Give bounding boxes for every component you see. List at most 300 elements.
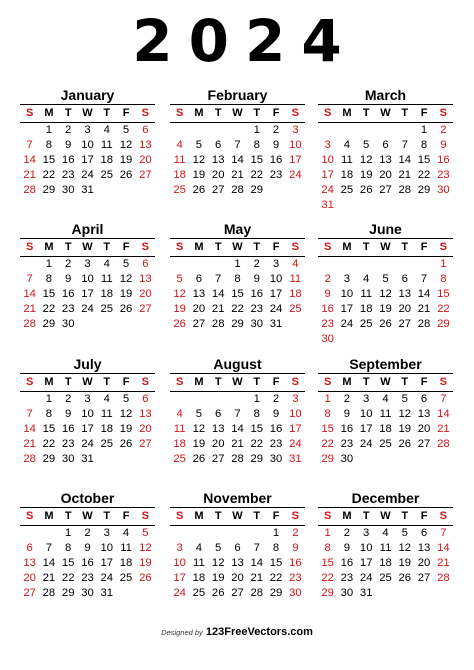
weekday-header: T [64,107,72,119]
day-cell: 14 [437,408,450,420]
month-august [170,356,305,467]
day-cell: 17 [173,572,186,584]
credit-prefix: Designed by [161,628,203,637]
weekday-header: S [291,510,300,522]
day-cell: 24 [269,303,283,315]
month-title: November [203,490,272,506]
day-cell: 19 [173,303,186,315]
day-cell: 30 [321,333,334,345]
day-cell: 30 [437,184,450,196]
day-cell: 1 [272,527,280,539]
month-title: April [71,221,104,237]
day-cell: 20 [139,423,152,435]
month-days-grid [318,376,453,467]
day-cell: 24 [81,438,94,450]
day-cell: 6 [215,139,222,151]
month-days-grid [318,241,453,347]
weekday-header: S [439,376,448,388]
day-cell: 25 [379,572,392,584]
day-cell: 30 [61,318,75,330]
day-cell: 10 [321,154,334,166]
day-cell: 12 [359,154,373,166]
day-cell: 13 [192,288,206,300]
day-cell: 26 [398,572,412,584]
day-cell: 18 [340,169,354,181]
day-cell: 18 [100,423,114,435]
day-cell: 25 [173,453,186,465]
day-cell: 8 [45,139,53,151]
day-cell: 15 [437,288,450,300]
day-cell: 17 [100,557,114,569]
day-cell: 4 [176,139,183,151]
day-cell: 17 [340,303,354,315]
day-cell: 19 [119,154,133,166]
empty-cell [170,123,189,138]
day-cell: 7 [215,273,222,285]
day-cell: 15 [321,423,334,435]
day-cell: 13 [417,408,431,420]
day-cell: 27 [23,587,36,599]
empty-cell [209,123,228,138]
credit-brand: 123FreeVectors.com [205,626,313,638]
month-title: October [60,490,115,506]
day-cell: 11 [173,154,186,166]
day-cell: 1 [45,258,53,270]
day-cell: 29 [417,184,431,196]
empty-cell [209,526,228,541]
weekday-header: F [122,376,130,388]
empty-cell [414,257,433,272]
day-cell: 26 [398,438,412,450]
day-cell: 27 [139,303,152,315]
month-days-grid [20,241,155,332]
day-cell: 23 [61,303,75,315]
day-cell: 28 [417,318,431,330]
day-cell: 11 [193,557,205,569]
day-cell: 31 [321,199,334,211]
day-cell: 30 [269,453,283,465]
day-cell: 26 [119,169,133,181]
day-cell: 23 [269,169,283,181]
day-cell: 30 [340,587,354,599]
month-rule [170,507,305,508]
weekday-header: F [272,241,280,253]
weekday-header: S [439,510,448,522]
weekday-header: M [194,376,204,388]
day-cell: 3 [363,527,370,539]
weekday-header: M [342,510,352,522]
day-cell: 2 [65,124,72,136]
day-cell: 8 [272,542,280,554]
day-cell: 4 [103,393,110,405]
month-days-grid [318,510,453,601]
day-cell: 10 [81,408,94,420]
weekday-header: T [64,241,72,253]
day-cell: 4 [363,273,370,285]
day-cell: 20 [379,169,392,181]
weekday-header: M [194,241,204,253]
day-cell: 10 [289,139,302,151]
day-cell: 26 [379,318,392,330]
day-cell: 23 [289,572,302,584]
day-cell: 2 [440,124,447,136]
weekday-header: T [103,107,111,119]
month-title: December [351,490,420,506]
weekday-header: S [141,107,150,119]
day-cell: 28 [437,438,450,450]
day-cell: 20 [23,572,36,584]
weekday-header: T [64,510,72,522]
empty-cell [228,392,247,407]
day-cell: 12 [119,408,133,420]
day-cell: 29 [42,453,56,465]
day-cell: 23 [61,169,75,181]
day-cell: 7 [440,393,447,405]
day-cell: 28 [211,318,225,330]
day-cell: 13 [139,408,152,420]
day-cell: 18 [119,557,133,569]
empty-cell [337,257,356,272]
day-cell: 21 [211,303,225,315]
weekday-header: W [380,241,391,253]
weekday-header: S [323,376,332,388]
day-cell: 26 [359,184,373,196]
month-may [170,221,305,332]
month-rule [318,373,453,374]
day-cell: 28 [23,184,36,196]
day-cell: 21 [231,438,244,450]
day-cell: 26 [119,438,133,450]
month-rule [20,104,155,105]
day-cell: 4 [195,542,203,554]
month-february [170,87,305,198]
day-cell: 25 [289,303,302,315]
day-cell: 4 [122,527,130,539]
day-cell: 28 [250,587,264,599]
weekday-header: S [175,376,184,388]
day-cell: 14 [23,288,36,300]
day-cell: 14 [437,542,450,554]
day-cell: 29 [321,453,334,465]
weekday-header: W [232,107,243,119]
day-cell: 12 [211,557,225,569]
day-cell: 27 [211,184,225,196]
day-cell: 18 [192,572,206,584]
day-cell: 21 [437,423,450,435]
day-cell: 20 [192,303,206,315]
day-cell: 24 [340,318,354,330]
day-cell: 12 [398,408,412,420]
day-cell: 1 [45,393,53,405]
day-cell: 3 [84,393,91,405]
day-cell: 11 [360,288,373,300]
day-cell: 2 [253,258,260,270]
day-cell: 7 [234,408,241,420]
day-cell: 29 [61,587,75,599]
day-cell: 17 [81,423,94,435]
day-cell: 11 [100,408,113,420]
day-cell: 18 [379,557,392,569]
day-cell: 29 [42,184,56,196]
day-cell: 16 [81,557,94,569]
day-cell: 17 [81,154,94,166]
day-cell: 15 [269,557,283,569]
empty-cell [189,392,208,407]
empty-cell [189,257,208,272]
day-cell: 15 [417,154,431,166]
day-cell: 7 [45,542,53,554]
day-cell: 14 [23,154,36,166]
day-cell: 5 [215,542,222,554]
day-cell: 20 [211,169,225,181]
day-cell: 16 [61,288,75,300]
month-april [20,221,155,332]
month-june [318,221,453,347]
month-october [20,490,155,601]
weekday-header: T [214,376,222,388]
day-cell: 7 [26,139,33,151]
day-cell: 31 [81,184,94,196]
weekday-header: T [401,107,409,119]
day-cell: 28 [398,184,412,196]
day-cell: 31 [359,587,373,599]
day-cell: 4 [382,393,389,405]
day-cell: 22 [437,303,450,315]
empty-cell [395,257,414,272]
day-cell: 3 [103,527,110,539]
month-rule [318,507,453,508]
weekday-header: T [362,107,370,119]
weekday-header: S [175,241,184,253]
day-cell: 23 [340,572,354,584]
month-days-grid [318,107,453,213]
day-cell: 7 [26,408,33,420]
day-cell: 22 [42,303,56,315]
day-cell: 23 [437,169,450,181]
weekday-header: S [323,107,332,119]
day-cell: 20 [231,572,244,584]
weekday-header: W [82,241,93,253]
weekday-header: W [82,510,93,522]
weekday-header: S [291,107,300,119]
empty-cell [228,123,247,138]
day-cell: 21 [23,169,36,181]
day-cell: 2 [324,273,331,285]
day-cell: 14 [250,557,264,569]
weekday-header: T [362,510,370,522]
month-march [318,87,453,213]
day-cell: 12 [119,139,133,151]
day-cell: 5 [401,527,408,539]
day-cell: 17 [81,288,94,300]
weekday-header: T [103,510,111,522]
weekday-header: S [141,510,150,522]
day-cell: 16 [340,557,354,569]
day-cell: 2 [272,124,280,136]
day-cell: 22 [42,438,56,450]
day-cell: 24 [321,184,334,196]
day-cell: 16 [250,288,264,300]
day-cell: 11 [173,423,186,435]
weekday-header: F [420,241,428,253]
empty-cell [170,526,189,541]
day-cell: 19 [398,557,412,569]
day-cell: 15 [61,557,75,569]
weekday-header: T [253,107,261,119]
weekday-header: S [323,510,332,522]
day-cell: 31 [100,587,114,599]
day-cell: 5 [122,258,130,270]
day-cell: 27 [231,587,244,599]
weekday-header: M [194,510,204,522]
weekday-header: S [439,241,448,253]
day-cell: 18 [173,438,186,450]
empty-cell [20,392,39,407]
month-title: February [207,87,268,103]
day-cell: 23 [269,438,283,450]
month-rule [170,238,305,239]
day-cell: 13 [211,154,225,166]
empty-cell [376,257,395,272]
weekday-header: F [272,376,280,388]
day-cell: 2 [65,393,72,405]
day-cell: 12 [192,154,206,166]
day-cell: 9 [65,139,72,151]
day-cell: 17 [289,154,302,166]
day-cell: 27 [139,169,152,181]
month-rule [20,238,155,239]
day-cell: 1 [234,258,241,270]
day-cell: 3 [176,542,183,554]
day-cell: 2 [272,393,280,405]
day-cell: 1 [253,124,260,136]
day-cell: 26 [139,572,152,584]
day-cell: 13 [23,557,36,569]
empty-cell [189,123,208,138]
day-cell: 11 [341,154,353,166]
day-cell: 18 [289,288,302,300]
day-cell: 17 [359,423,373,435]
weekday-header: F [122,510,130,522]
day-cell: 4 [292,258,299,270]
weekday-header: M [44,107,54,119]
day-cell: 9 [272,139,280,151]
month-rule [170,104,305,105]
day-cell: 25 [119,572,133,584]
day-cell: 28 [23,318,36,330]
day-cell: 16 [437,154,450,166]
day-cell: 14 [211,288,225,300]
day-cell: 27 [139,438,152,450]
day-cell: 22 [321,572,334,584]
empty-cell [376,123,395,138]
day-cell: 28 [437,572,450,584]
day-cell: 5 [122,124,130,136]
day-cell: 8 [65,542,72,554]
day-cell: 5 [142,527,149,539]
day-cell: 11 [120,542,132,554]
day-cell: 10 [359,542,373,554]
weekday-header: T [362,241,370,253]
day-cell: 12 [119,273,133,285]
month-rule [170,373,305,374]
day-cell: 31 [289,453,302,465]
day-cell: 3 [292,393,299,405]
empty-cell [170,257,189,272]
month-title: August [213,356,262,372]
day-cell: 1 [45,124,53,136]
empty-cell [318,257,337,272]
day-cell: 13 [417,542,431,554]
day-cell: 12 [139,542,152,554]
day-cell: 1 [440,258,447,270]
month-days-grid [170,376,305,467]
day-cell: 4 [103,258,110,270]
day-cell: 3 [324,139,331,151]
day-cell: 10 [100,542,114,554]
weekday-header: T [64,376,72,388]
day-cell: 13 [379,154,392,166]
day-cell: 19 [398,423,412,435]
day-cell: 15 [250,423,264,435]
day-cell: 19 [119,423,133,435]
weekday-header: W [82,107,93,119]
day-cell: 5 [195,408,203,420]
day-cell: 8 [324,408,331,420]
day-cell: 21 [23,438,36,450]
day-cell: 25 [100,169,114,181]
weekday-header: F [420,510,428,522]
day-cell: 6 [234,542,241,554]
weekday-header: S [25,376,34,388]
day-cell: 26 [173,318,186,330]
weekday-header: F [122,241,130,253]
month-title: March [364,87,407,103]
weekday-header: S [25,510,34,522]
day-cell: 27 [379,184,392,196]
day-cell: 17 [289,423,302,435]
day-cell: 29 [42,318,56,330]
day-cell: 18 [359,303,373,315]
day-cell: 20 [417,557,431,569]
day-cell: 9 [253,273,260,285]
day-cell: 21 [398,169,412,181]
day-cell: 24 [289,438,302,450]
month-days-grid [170,107,305,198]
day-cell: 18 [100,288,114,300]
day-cell: 10 [289,408,302,420]
empty-cell [189,526,208,541]
day-cell: 29 [231,318,244,330]
weekday-header: W [380,107,391,119]
day-cell: 9 [440,139,447,151]
weekday-header: S [141,376,150,388]
weekday-header: S [291,376,300,388]
day-cell: 15 [250,154,264,166]
day-cell: 4 [103,124,110,136]
day-cell: 8 [45,408,53,420]
weekday-header: S [175,107,184,119]
day-cell: 21 [42,572,56,584]
day-cell: 7 [253,542,260,554]
day-cell: 19 [139,557,152,569]
month-rule [318,104,453,105]
day-cell: 4 [382,527,389,539]
day-cell: 22 [61,572,75,584]
day-cell: 28 [231,184,244,196]
day-cell: 16 [269,423,283,435]
day-cell: 22 [269,572,283,584]
